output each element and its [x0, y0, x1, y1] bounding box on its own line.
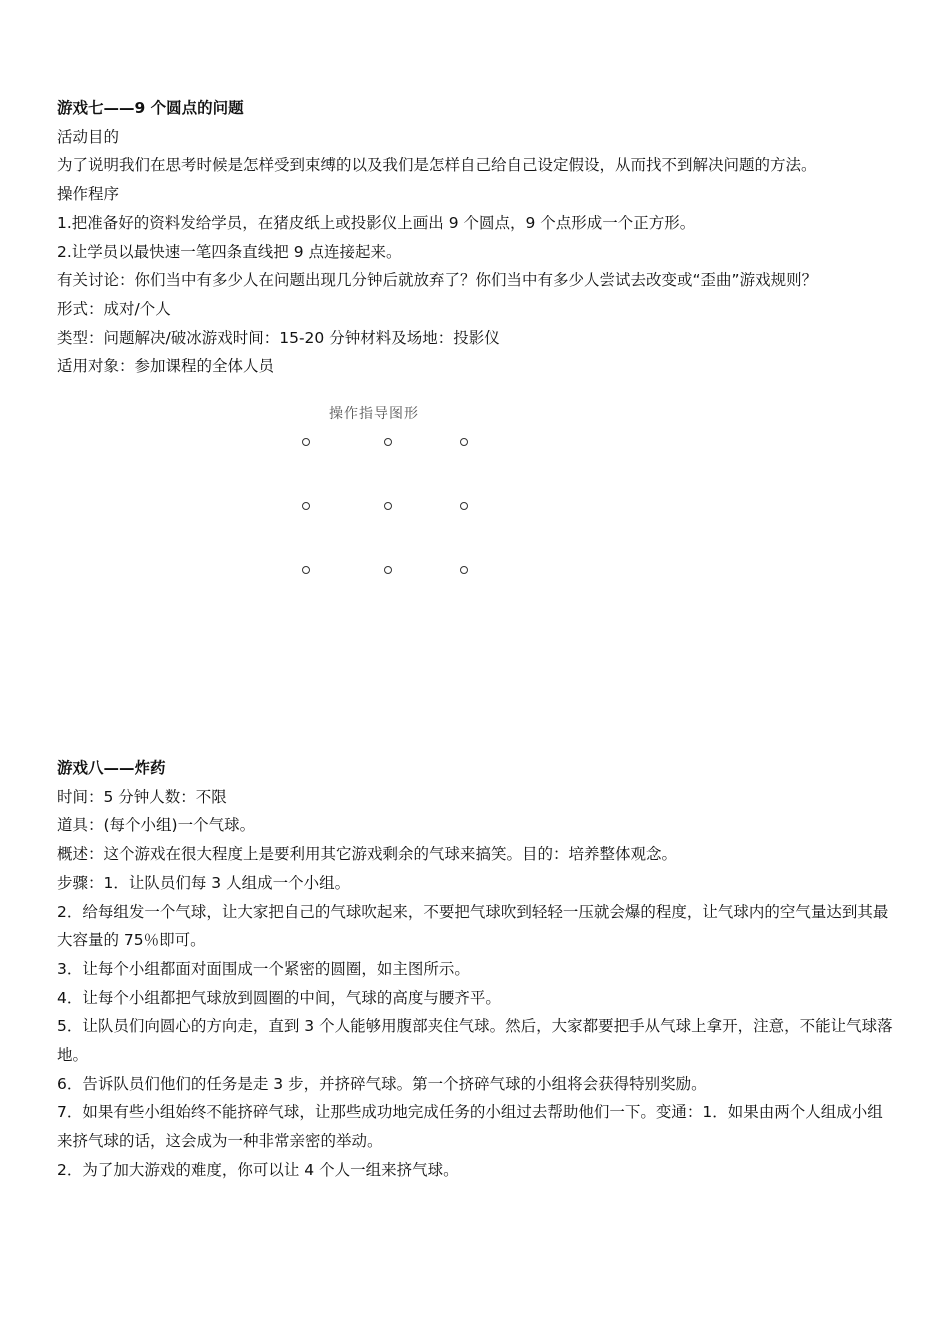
game8-step-6: 6．告诉队员们他们的任务是走 3 步，并挤碎气球。第一个挤碎气球的小组将会获得特别奖励。: [57, 1074, 707, 1093]
game8-section: [57, 754, 897, 1185]
dot-4: [302, 502, 310, 510]
game8-props: 道具：(每个小组)一个气球。: [57, 816, 256, 835]
game8-time: 时间：5 分钟人数：不限: [57, 787, 227, 806]
game8-step-7: 7．如果有些小组始终不能挤碎气球，让那些成功地完成任务的小组过去帮助他们一下。变通：1．如果由两个人组成小组来挤气球的话，这会成为一种非常亲密的举动。: [57, 1103, 883, 1151]
game7-audience: 适用对象：参加课程的全体人员: [57, 357, 275, 376]
game7-title: 游戏七——9 个圆点的问题: [57, 99, 244, 117]
game7-purpose-text: 为了说明我们在思考时候是怎样受到束缚的以及我们是怎样自己给自己设定假设，从而找不到解决问题的方法。: [57, 156, 817, 175]
dot-6: [460, 502, 468, 510]
game8-step-1: 步骤：1．让队员们每 3 人组成一个小组。: [57, 873, 351, 892]
game7-format: 形式：成对/个人: [57, 299, 171, 318]
game8-step-4: 4．让每个小组都把气球放到圆圈的中间，气球的高度与腰齐平。: [57, 988, 501, 1007]
dot-3: [460, 438, 468, 446]
dot-9: [460, 566, 468, 574]
game8-overview: 概述：这个游戏在很大程度上是要利用其它游戏剩余的气球来搞笑。目的：培养整体观念。: [57, 845, 678, 864]
dot-2: [384, 438, 392, 446]
game7-type: 类型：问题解决/破冰游戏时间：15-20 分钟材料及场地：投影仪: [57, 328, 500, 347]
dot-5: [384, 502, 392, 510]
game7-step-1: 1.把准备好的资料发给学员，在猪皮纸上或投影仪上画出 9 个圆点，9 个点形成一个正方形。: [57, 213, 696, 232]
figure-caption: 操作指导图形: [329, 406, 419, 422]
game8-step-5: 5．让队员们向圆心的方向走，直到 3 个人能够用腹部夹住气球。然后，大家都要把手从气球上拿开，注意，不能让气球落地。: [57, 1017, 893, 1065]
game8-title: 游戏八——炸药: [57, 759, 166, 777]
game7-purpose-heading: 活动目的: [57, 127, 120, 146]
game7-discussion: 有关讨论：你们当中有多少人在问题出现几分钟后就放弃了？你们当中有多少人尝试去改变或“歪曲”游戏规则？: [57, 271, 818, 290]
game8-step-2: 2．给每组发一个气球，让大家把自己的气球吹起来，不要把气球吹到轻轻一压就会爆的程度，让气球内的空气量达到其最大容量的 75％即可。: [57, 902, 889, 950]
dot-8: [384, 566, 392, 574]
dot-7: [302, 566, 310, 574]
game8-step-3: 3．让每个小组都面对面围成一个紧密的圆圈，如主图所示。: [57, 959, 470, 978]
dot-1: [302, 438, 310, 446]
game7-section: [57, 94, 897, 381]
game7-procedure-heading: 操作程序: [57, 185, 120, 204]
game7-step-2: 2.让学员以最快速一笔四条直线把 9 点连接起来。: [57, 242, 402, 261]
game8-variation-2: 2．为了加大游戏的难度，你可以让 4 个人一组来挤气球。: [57, 1160, 459, 1179]
